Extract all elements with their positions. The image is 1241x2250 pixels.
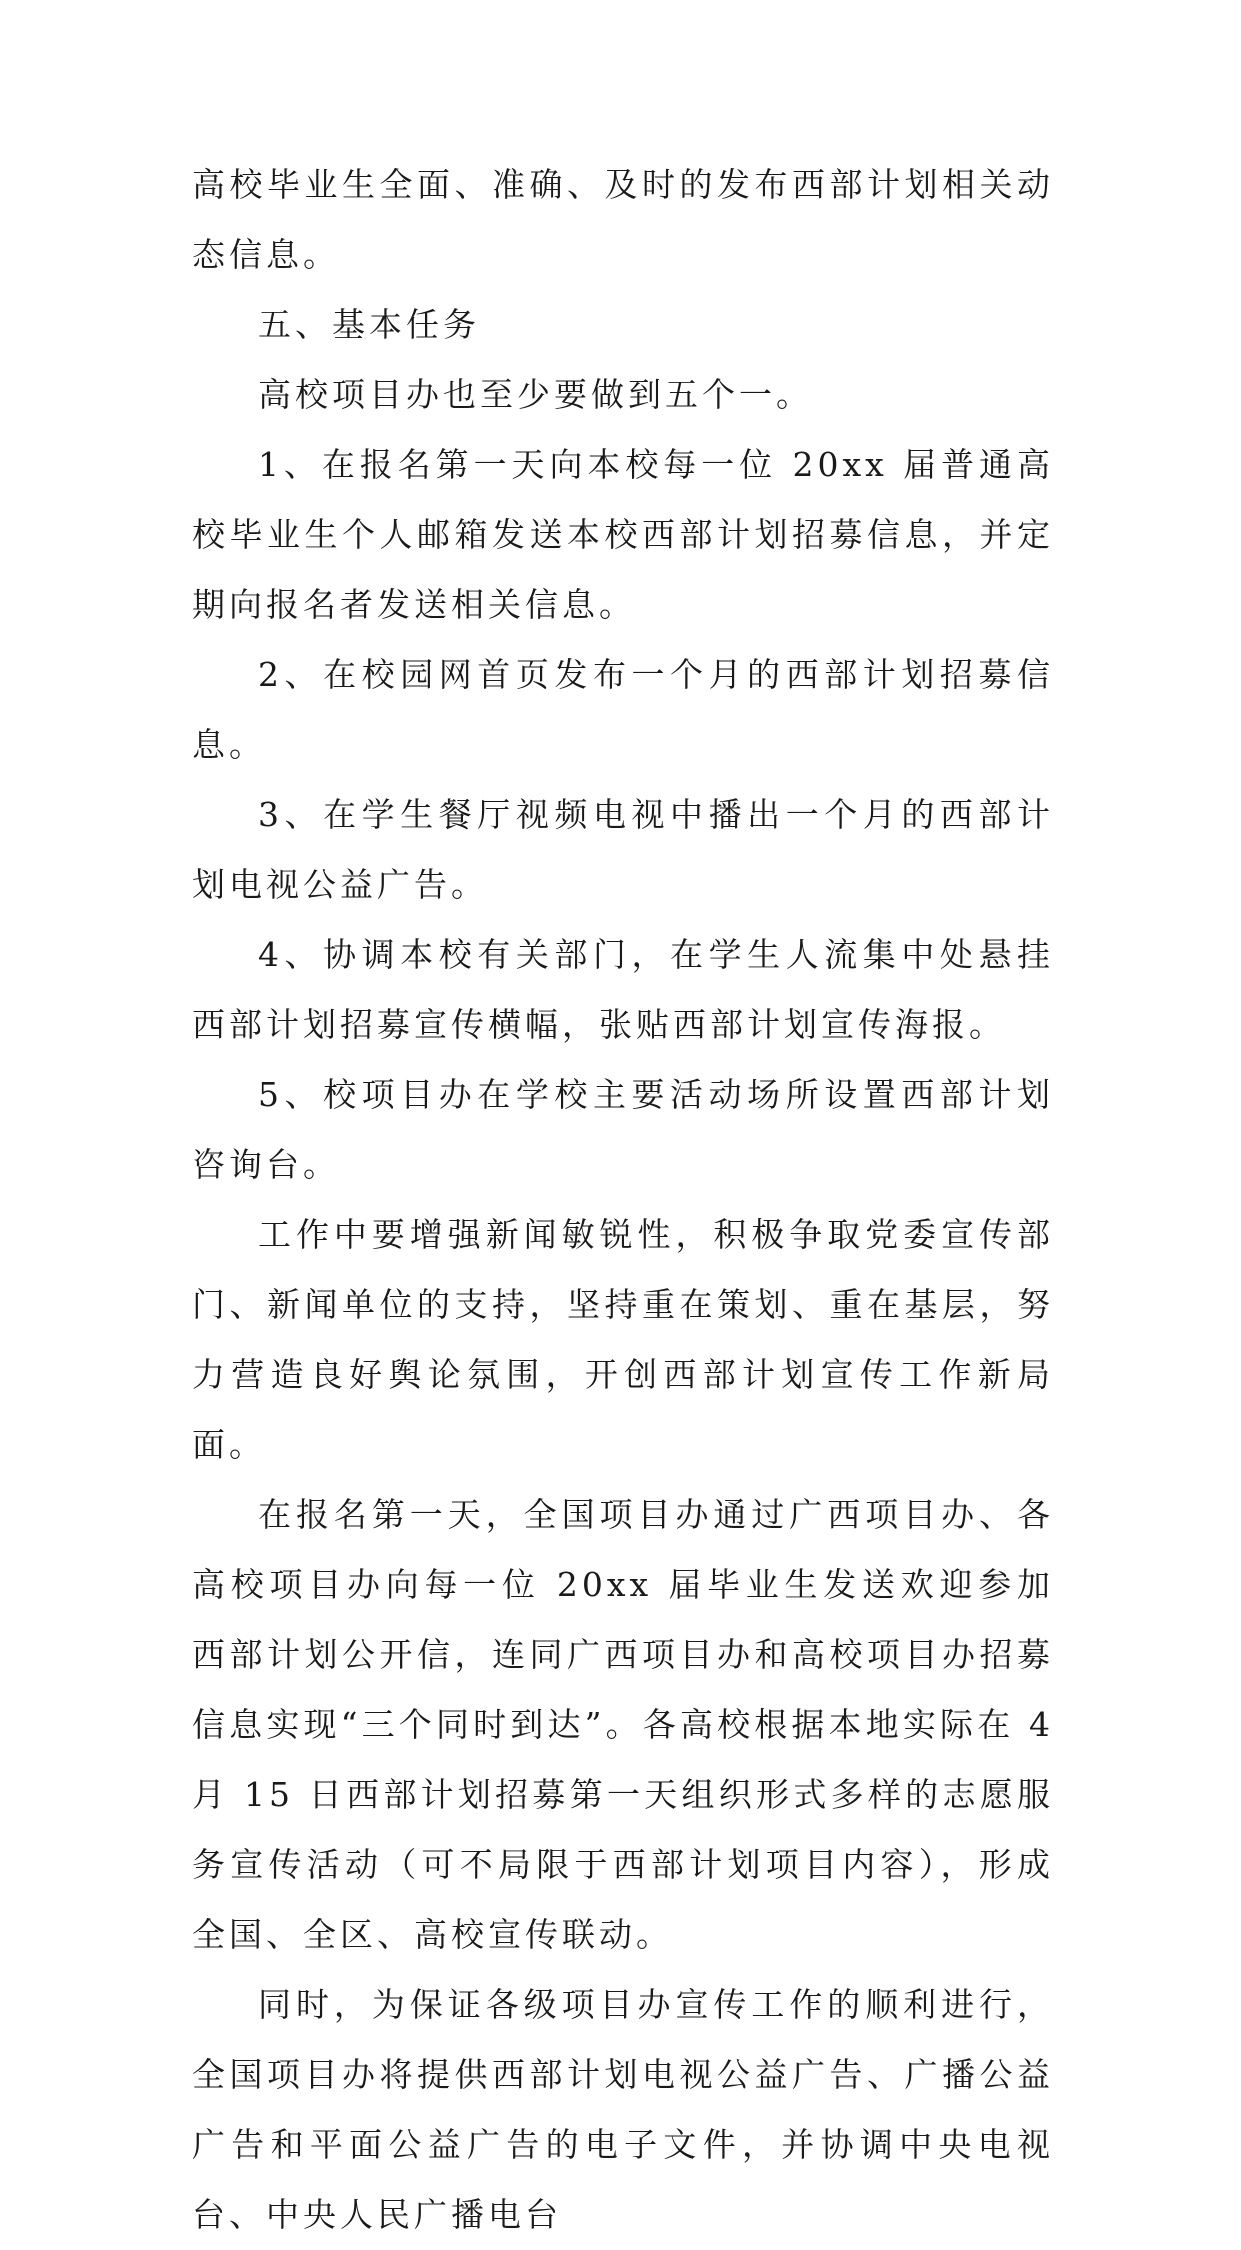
document-body bbox=[192, 150, 1054, 2250]
paragraph-national-support: 同时，为保证各级项目办宣传工作的顺利进行，全国项目办将提供西部计划电视公益广告、广播公益广告和平面公益广告的电子文件，并协调中央电视台、中央人民广播电台 bbox=[192, 1985, 1054, 2234]
list-item-1: 1、在报名第一天向本校每一位 20xx 届普通高校毕业生个人邮箱发送本校西部计划招募信息，并定期向报名者发送相关信息。 bbox=[192, 445, 1054, 624]
list-item-5: 5、校项目办在学校主要活动场所设置西部计划咨询台。 bbox=[192, 1075, 1054, 1184]
paragraph-registration-day: 在报名第一天，全国项目办通过广西项目办、各高校项目办向每一位 20xx 届毕业生发送欢迎参加西部计划公开信，连同广西项目办和高校项目办招募信息实现“三个同时到达”。各高校根据本地实际在 4 月 15 日西部计划招募第一天组织形式多样的志愿服务宣传活动（可不局限于西部计划项目内容），形成全国、全区、高校宣传联动。 bbox=[192, 1495, 1054, 1954]
paragraph-continuation: 高校毕业生全面、准确、及时的发布西部计划相关动态信息。 bbox=[192, 165, 1054, 274]
section-heading-basic-tasks: 五、基本任务 bbox=[258, 305, 480, 344]
list-item-3: 3、在学生餐厅视频电视中播出一个月的西部计划电视公益广告。 bbox=[192, 795, 1054, 904]
list-item-2: 2、在校园网首页发布一个月的西部计划招募信息。 bbox=[192, 655, 1054, 764]
paragraph-intro: 高校项目办也至少要做到五个一。 bbox=[258, 375, 813, 414]
paragraph-work-requirements: 工作中要增强新闻敏锐性，积极争取党委宣传部门、新闻单位的支持，坚持重在策划、重在基层，努力营造良好舆论氛围，开创西部计划宣传工作新局面。 bbox=[192, 1215, 1054, 1464]
list-item-4: 4、协调本校有关部门，在学生人流集中处悬挂西部计划招募宣传横幅，张贴西部计划宣传海报。 bbox=[192, 935, 1054, 1044]
